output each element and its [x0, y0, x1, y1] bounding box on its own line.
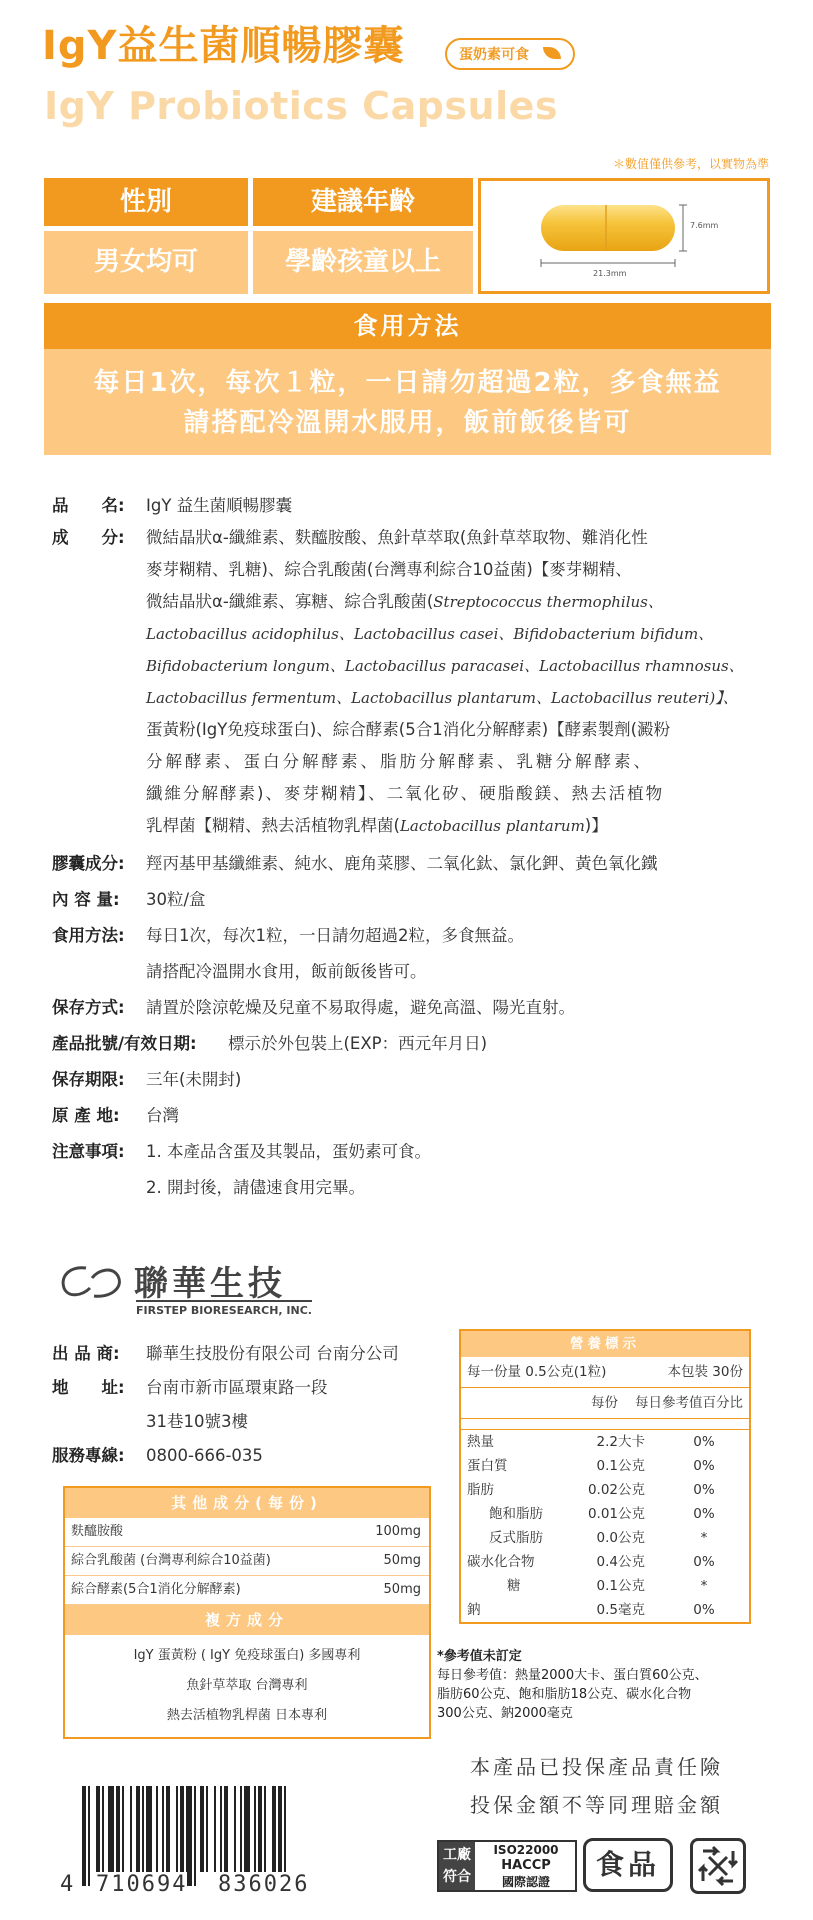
- other-ingredient-name: 麩醯胺酸: [71, 1524, 124, 1539]
- barcode-icon: [60, 1786, 350, 1886]
- other-ingredient-name: 綜合酵素(5合1消化分解酵素): [71, 1582, 241, 1597]
- leaf-icon: [543, 47, 561, 59]
- address-value: 台南市新市區環東路一段: [146, 1378, 328, 1397]
- ingredients-line: 纖維分解酵素)、麥芽糊精】、二氧化矽、硬脂酸鎂、熱去活植物: [146, 784, 665, 803]
- origin-key: 原 產 地:: [52, 1106, 120, 1125]
- nutrition-note: *參考值未訂定: [437, 1649, 522, 1664]
- nutrition-notes: [437, 1647, 708, 1723]
- barcode-group-1: 710694: [96, 1872, 188, 1897]
- nutrient-value: 0.1公克: [596, 1578, 645, 1594]
- name-key: 品 名:: [52, 496, 125, 515]
- other-ingredient-name: 綜合乳酸菌 (台灣專利綜合10益菌): [71, 1553, 271, 1568]
- nutrition-row: [461, 1454, 749, 1478]
- address-key: 地 址:: [52, 1378, 125, 1397]
- insurance-line: 投保金額不等同理賠金額: [470, 1793, 723, 1817]
- name-value: IgY 益生菌順暢膠囊: [146, 496, 293, 515]
- product-title-english: IgY Probiotics Capsules: [44, 84, 558, 128]
- nutrient-daily-value: 0%: [693, 1482, 715, 1498]
- food-label: 食品: [583, 1838, 673, 1892]
- nutrient-name: 蛋白質: [467, 1458, 508, 1474]
- usage-value: 請搭配冷溫開水食用，飯前飯後皆可。: [146, 962, 427, 981]
- notice-value: 1. 本產品含蛋及其製品，蛋奶素可食。: [146, 1142, 431, 1161]
- nutrient-value: 2.2大卡: [596, 1434, 645, 1450]
- ingredients-text: 乳桿菌【糊精、熱去活植物乳桿菌(: [146, 816, 400, 835]
- usage-header: 食用方法: [44, 303, 771, 349]
- barcode-digit: 4: [60, 1872, 74, 1897]
- capsule-height-label: 7.6mm: [690, 221, 719, 230]
- nutrient-name: 脂肪: [467, 1482, 494, 1498]
- capsule-ingredients-value: 羥丙基甲基纖維素、純水、鹿角菜膠、二氧化鈦、氯化鉀、黃色氧化鐵: [146, 854, 658, 873]
- badge-label: 蛋奶素可食: [459, 47, 529, 63]
- intl-cert-label: 國際認證: [501, 1875, 550, 1889]
- company-name-zh: 聯華生技: [134, 1264, 286, 1304]
- other-ingredient-row: [65, 1518, 429, 1547]
- nutrition-table: [459, 1329, 751, 1624]
- ingredients-latin: Lactobacillus plantarum: [399, 817, 585, 835]
- storage-key: 保存方式:: [52, 998, 125, 1017]
- nutrient-value: 0.02公克: [587, 1482, 645, 1498]
- nutrition-note: 每日參考值：熱量2000大卡、蛋白質60公克、: [437, 1668, 708, 1683]
- insurance-notice: [470, 1748, 723, 1824]
- other-ingredient-row: [65, 1576, 429, 1605]
- company-logo: [56, 1256, 346, 1320]
- shelf-life-value: 三年(未開封): [146, 1070, 242, 1089]
- other-ingredient-amount: 100mg: [375, 1524, 421, 1539]
- patent-item: 熱去活植物乳桿菌 日本專利: [166, 1708, 328, 1723]
- nutrition-header: 營養標示: [461, 1331, 749, 1357]
- nutrient-name: 鈉: [467, 1602, 481, 1618]
- nutrition-row: [461, 1502, 749, 1526]
- insurance-line: 本產品已投保產品責任險: [470, 1755, 723, 1779]
- maker-key: 出 品 商:: [52, 1344, 120, 1363]
- ingredients-line: 分解酵素、蛋白分解酵素、脂肪分解酵素、乳糖分解酵素、: [146, 752, 653, 771]
- patent-rows: [65, 1635, 429, 1737]
- nutrient-name: 熱量: [467, 1434, 494, 1450]
- nutrition-note: 脂肪60公克、飽和脂肪18公克、碳水化合物: [437, 1687, 692, 1702]
- nutrition-column-row: [461, 1388, 749, 1419]
- nutrient-name: 糖: [507, 1578, 521, 1594]
- ingredients-line: Bifidobacterium longum、Lactobacillus paracasei、Lactobacillus rhamnosus、: [146, 657, 744, 675]
- nutrient-daily-value: *: [700, 1578, 708, 1594]
- nutrient-daily-value: 0%: [693, 1506, 715, 1522]
- storage-value: 請置於陰涼乾燥及兒童不易取得處，避免高溫、陽光直射。: [146, 998, 575, 1017]
- hotline-key: 服務專線:: [52, 1446, 125, 1465]
- usage-line-2: 請搭配冷溫開水服用，飯前飯後皆可: [183, 408, 632, 438]
- other-ingredients-table: [63, 1486, 431, 1739]
- capsule-length-label: 21.3mm: [593, 269, 627, 278]
- nutrient-value: 0.01公克: [587, 1506, 645, 1522]
- haccp-label: HACCP: [501, 1858, 551, 1873]
- barcode: [60, 1786, 350, 1904]
- factory-label: 符合: [443, 1869, 471, 1885]
- nutrient-daily-value: 0%: [693, 1602, 715, 1618]
- origin-value: 台灣: [146, 1106, 179, 1125]
- batch-key: 產品批號/有效日期:: [52, 1034, 197, 1053]
- per-serving-header: 每份: [591, 1395, 618, 1411]
- maker-value: 聯華生技股份有限公司 台南分公司: [146, 1344, 399, 1363]
- ingredients-line: [146, 810, 761, 842]
- iso-certification: [437, 1840, 577, 1892]
- notice-key: 注意事項:: [52, 1142, 125, 1161]
- factory-label: 工廠: [443, 1847, 471, 1863]
- age-value: 學齡孩童以上: [253, 231, 473, 294]
- ingredients-text: 微結晶狀α-纖維素、寡糖、綜合乳酸菌(: [146, 592, 434, 611]
- nutrition-row: [461, 1550, 749, 1574]
- address-value: 31巷10號3樓: [146, 1412, 248, 1431]
- nutrition-row: [461, 1430, 749, 1454]
- age-header: 建議年齡: [253, 178, 473, 226]
- ingredients-line: [146, 586, 761, 618]
- ingredients-text: )】: [584, 816, 608, 835]
- nutrient-daily-value: 0%: [693, 1434, 715, 1450]
- usage-value: 每日1次，每次1粒，一日請勿超過2粒，多食無益。: [146, 926, 524, 945]
- reference-note: ＊數值僅供參考，以實物為準: [612, 157, 769, 171]
- other-ingredients-header: 其他成分(每份): [65, 1488, 429, 1518]
- recycle-icon: [690, 1838, 746, 1894]
- ingredients-line: Lactobacillus fermentum、Lactobacillus plantarum、Lactobacillus reuteri)】、: [146, 689, 738, 707]
- recycle-arrows-icon: [693, 1841, 743, 1891]
- serving-size: 每一份量 0.5公克(1粒): [467, 1364, 607, 1380]
- shelf-life-key: 保存期限:: [52, 1070, 125, 1089]
- nutrient-daily-value: 0%: [693, 1554, 715, 1570]
- ingredients-line: 麥芽糊精、乳糖)、綜合乳酸菌(台灣專利綜合10益菌)【麥芽糊精、: [146, 560, 632, 579]
- gender-value: 男女均可: [44, 231, 248, 294]
- nutrient-value: 0.5毫克: [596, 1602, 645, 1618]
- nutrient-value: 0.1公克: [596, 1458, 645, 1474]
- nutrition-note: 300公克、鈉2000毫克: [437, 1706, 573, 1721]
- patent-header: 複方成分: [65, 1605, 429, 1635]
- vegetarian-badge: [445, 38, 575, 70]
- nutrition-row: [461, 1478, 749, 1502]
- company-logo-icon: [56, 1262, 128, 1302]
- nutrition-serving-row: [461, 1357, 749, 1388]
- other-ingredients-rows: [65, 1518, 429, 1605]
- quantity-value: 30粒/盒: [146, 890, 206, 909]
- nutrient-daily-value: 0%: [693, 1458, 715, 1474]
- capsule-ingredients-key: 膠囊成分:: [52, 854, 125, 873]
- nutrient-name: 反式脂肪: [489, 1530, 543, 1546]
- patent-item: 魚針草萃取 台灣專利: [186, 1678, 308, 1693]
- ingredients-line: Lactobacillus acidophilus、Lactobacillus casei、Bifidobacterium bifidum、: [146, 625, 714, 643]
- ingredients-latin: Streptococcus thermophilus、: [433, 593, 663, 611]
- ingredients-key: 成 分:: [52, 528, 125, 547]
- product-title: IgY益生菌順暢膠囊: [42, 23, 405, 69]
- capsule-diagram: [478, 178, 770, 294]
- servings-per-pack: 本包裝 30份: [667, 1364, 743, 1380]
- other-ingredient-row: [65, 1547, 429, 1576]
- gender-header: 性別: [44, 178, 248, 226]
- product-info: [0, 490, 813, 1230]
- usage-line-1: 每日1次，每次１粒，一日請勿超過2粒，多食無益: [93, 368, 722, 398]
- nutrient-name: 飽和脂肪: [489, 1506, 543, 1522]
- usage-instructions: [44, 349, 771, 455]
- patent-item: IgY 蛋黃粉 ( IgY 免疫球蛋白) 多國專利: [133, 1648, 361, 1663]
- other-ingredient-amount: 50mg: [383, 1582, 421, 1597]
- batch-value: 標示於外包裝上(EXP：西元年月日): [228, 1034, 488, 1053]
- nutrient-daily-value: *: [700, 1530, 708, 1546]
- nutrient-name: 碳水化合物: [467, 1554, 535, 1570]
- company-name-en: FIRSTEP BIORESEARCH, INC.: [136, 1300, 312, 1317]
- nutrition-row: [461, 1574, 749, 1598]
- hotline-value: 0800-666-035: [146, 1446, 263, 1465]
- nutrition-row: [461, 1598, 749, 1622]
- nutrition-row: [461, 1526, 749, 1550]
- ingredients-line: 蛋黃粉(IgY免疫球蛋白)、綜合酵素(5合1消化分解酵素)【酵素製劑(澱粉: [146, 720, 671, 739]
- daily-value-header: 每日參考值百分比: [635, 1395, 743, 1411]
- nutrient-value: 0.0公克: [596, 1530, 645, 1546]
- nutrient-value: 0.4公克: [596, 1554, 645, 1570]
- quantity-key: 內 容 量:: [52, 890, 120, 909]
- usage-key: 食用方法:: [52, 926, 125, 945]
- ingredients-line: 微結晶狀α-纖維素、麩醯胺酸、魚針草萃取(魚針草萃取物、難消化性: [146, 528, 648, 547]
- iso-label: ISO22000: [493, 1843, 559, 1857]
- notice-value: 2. 開封後，請儘速食用完畢。: [146, 1178, 365, 1197]
- other-ingredient-amount: 50mg: [383, 1553, 421, 1568]
- barcode-group-2: 836026: [218, 1872, 310, 1897]
- nutrition-rows: [461, 1430, 749, 1622]
